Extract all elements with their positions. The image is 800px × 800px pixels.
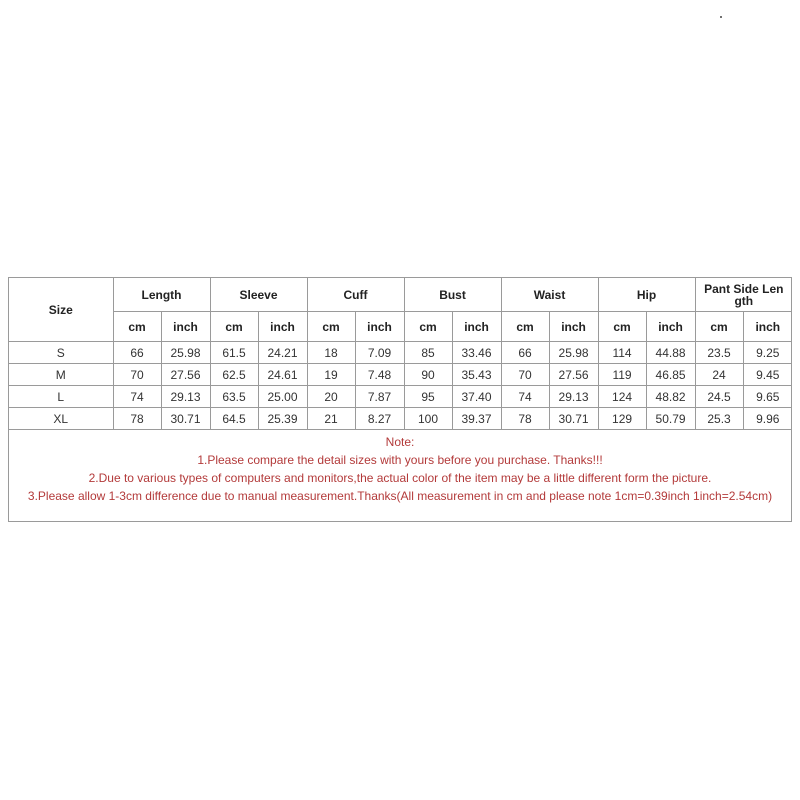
- table-cell: 25.00: [258, 386, 307, 408]
- table-cell: 33.46: [452, 342, 501, 364]
- unit-header-inch: inch: [452, 312, 501, 342]
- table-cell: 66: [113, 342, 161, 364]
- table-cell: 23.5: [695, 342, 743, 364]
- table-cell: 24.5: [695, 386, 743, 408]
- table-cell: 61.5: [210, 342, 258, 364]
- table-cell: 7.87: [355, 386, 404, 408]
- table-cell: 46.85: [646, 364, 695, 386]
- stray-dot: [720, 16, 722, 18]
- table-cell: 95: [404, 386, 452, 408]
- unit-header-inch: inch: [549, 312, 598, 342]
- unit-header-cm: cm: [501, 312, 549, 342]
- unit-header-cm: cm: [598, 312, 646, 342]
- table-cell: 66: [501, 342, 549, 364]
- note-line-2: 2.Due to various types of computers and monitors,the actual color of the item may be a little different form the picture.: [88, 471, 712, 485]
- size-label: XL: [9, 408, 113, 430]
- size-label: S: [9, 342, 113, 364]
- table-cell: 7.48: [355, 364, 404, 386]
- table-cell: 19: [307, 364, 355, 386]
- table-cell: 24: [695, 364, 743, 386]
- table-cell: 29.13: [161, 386, 210, 408]
- notes-section: [9, 433, 791, 505]
- column-header-2: Cuff: [307, 278, 404, 312]
- table-cell: 27.56: [161, 364, 210, 386]
- table-cell: 9.65: [743, 386, 792, 408]
- table-cell: 20: [307, 386, 355, 408]
- note-line-1: 1.Please compare the detail sizes with yours before you purchase. Thanks!!!: [197, 453, 603, 467]
- table-cell: 29.13: [549, 386, 598, 408]
- unit-header-cm: cm: [210, 312, 258, 342]
- table-cell: 9.96: [743, 408, 792, 430]
- unit-header-cm: cm: [113, 312, 161, 342]
- table-cell: 74: [113, 386, 161, 408]
- table-cell: 21: [307, 408, 355, 430]
- table-cell: 25.98: [549, 342, 598, 364]
- unit-header-inch: inch: [646, 312, 695, 342]
- table-cell: 25.3: [695, 408, 743, 430]
- table-cell: 30.71: [161, 408, 210, 430]
- column-header-0: Length: [113, 278, 210, 312]
- table-cell: 24.61: [258, 364, 307, 386]
- table-row: [9, 386, 792, 408]
- table-row: [9, 364, 792, 386]
- table-row: [9, 408, 792, 430]
- table-cell: 74: [501, 386, 549, 408]
- table-cell: 25.39: [258, 408, 307, 430]
- unit-header-inch: inch: [258, 312, 307, 342]
- table-cell: 78: [501, 408, 549, 430]
- table-cell: 25.98: [161, 342, 210, 364]
- table-cell: 129: [598, 408, 646, 430]
- note-line-3: 3.Please allow 1-3cm difference due to manual measurement.Thanks(All measurement in cm and please note 1cm=0.39inch 1inch=2.54cm): [27, 489, 773, 503]
- size-label: M: [9, 364, 113, 386]
- table-cell: 119: [598, 364, 646, 386]
- table-cell: 44.88: [646, 342, 695, 364]
- column-header-6: Pant Side Len gth: [695, 278, 792, 312]
- table-cell: 78: [113, 408, 161, 430]
- table-cell: 48.82: [646, 386, 695, 408]
- table-cell: 62.5: [210, 364, 258, 386]
- size-label: L: [9, 386, 113, 408]
- table-cell: 64.5: [210, 408, 258, 430]
- table-cell: 30.71: [549, 408, 598, 430]
- column-header-1: Sleeve: [210, 278, 307, 312]
- table-cell: 85: [404, 342, 452, 364]
- table-cell: 7.09: [355, 342, 404, 364]
- table-cell: 18: [307, 342, 355, 364]
- table-cell: 9.25: [743, 342, 792, 364]
- unit-header-cm: cm: [695, 312, 743, 342]
- table-cell: 9.45: [743, 364, 792, 386]
- column-header-4: Waist: [501, 278, 598, 312]
- column-header-5: Hip: [598, 278, 695, 312]
- table-cell: 24.21: [258, 342, 307, 364]
- size-chart: [8, 277, 792, 522]
- table-cell: 35.43: [452, 364, 501, 386]
- size-column-header: Size: [9, 278, 113, 342]
- table-cell: 100: [404, 408, 452, 430]
- table-cell: 27.56: [549, 364, 598, 386]
- column-header-3: Bust: [404, 278, 501, 312]
- table-cell: 37.40: [452, 386, 501, 408]
- unit-header-inch: inch: [743, 312, 792, 342]
- size-table: [9, 278, 792, 430]
- unit-header-inch: inch: [355, 312, 404, 342]
- table-cell: 70: [113, 364, 161, 386]
- notes-title: Note:: [385, 435, 415, 449]
- table-cell: 50.79: [646, 408, 695, 430]
- table-cell: 63.5: [210, 386, 258, 408]
- table-cell: 124: [598, 386, 646, 408]
- table-cell: 90: [404, 364, 452, 386]
- unit-header-cm: cm: [404, 312, 452, 342]
- unit-header-cm: cm: [307, 312, 355, 342]
- unit-header-inch: inch: [161, 312, 210, 342]
- table-cell: 70: [501, 364, 549, 386]
- table-cell: 114: [598, 342, 646, 364]
- table-row: [9, 342, 792, 364]
- table-cell: 39.37: [452, 408, 501, 430]
- table-cell: 8.27: [355, 408, 404, 430]
